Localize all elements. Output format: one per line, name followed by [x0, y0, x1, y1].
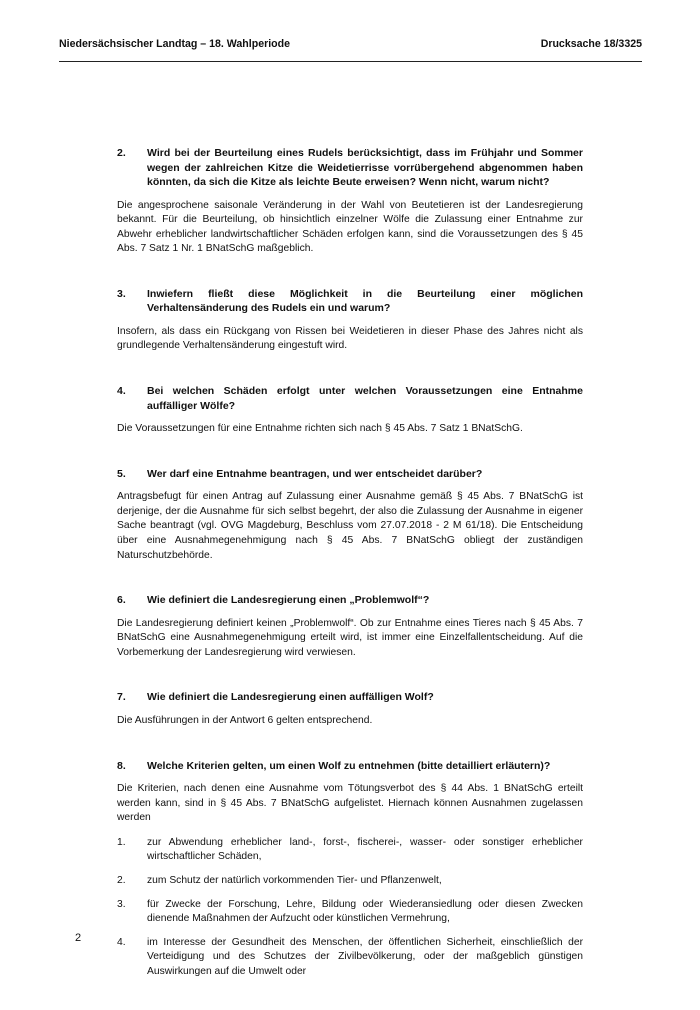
list-item: [117, 936, 583, 980]
answer-8: Die Kriterien, nach denen eine Ausnahme vom Tötungsverbot des § 44 Abs. 1 BNatSchG erteilt werden kann, sind in § 45 Abs. 7 BNatSchG aufgelistet. Hiernach können Ausnahmen zugelassen werden: [117, 783, 583, 824]
section-2: [117, 146, 583, 257]
question-text: Welche Kriterien gelten, um einen Wolf zu entnehmen (bitte detailliert erläutern)?: [147, 759, 551, 772]
question-text: Wie definiert die Landesregierung einen auffälligen Wolf?: [147, 691, 434, 704]
page-header: [59, 38, 642, 62]
answer-5: Antragsbefugt für einen Antrag auf Zulassung einer Ausnahme gemäß § 45 Abs. 7 BNatSchG ist derjenige, der die Ausnahme für sich selbst begehrt, der also die Zulassung der Ausnahme in eigener Sache beantragt (vgl. OVG Magdeburg, Beschluss vom 27.07.2018 - 2 M 61/18). Die Entscheidung über eine Ausnahmegenehmigung nach § 45 Abs. 7 BNatSchG obliegt der zuständigen Naturschutzbehörde.: [117, 491, 583, 561]
question-number: 3.: [117, 287, 126, 300]
question-text: Inwiefern fließt diese Möglichkeit in die Beurteilung einer möglichen Verhaltensänderung des Rudels ein und warum?: [147, 287, 583, 315]
section-6: [117, 593, 583, 660]
list-item: [117, 898, 583, 927]
question-number: 5.: [117, 467, 126, 480]
list-item-text: im Interesse der Gesundheit des Menschen, der öffentlichen Sicherheit, einschließlich der Verteidigung und des Schutzes der Zivilbevölkerung, oder der maßgeblich günstigen Auswirkungen auf die Umwelt oder: [147, 936, 583, 977]
question-text: Wird bei der Beurteilung eines Rudels berücksichtigt, dass im Frühjahr und Sommer wegen der zahlreichen Kitze die Weidetierrisse vorrübergehend abgenommen haben könnten, da sich die Kitze als leichte Beute erweisen? Wenn nicht, warum nicht?: [147, 147, 583, 188]
question-number: 2.: [117, 147, 126, 159]
list-item: [117, 874, 583, 889]
list-item-text: zur Abwendung erheblicher land-, forst-, fischerei-, wasser- oder sonstiger erheblicher wirtschaftlicher Schäden,: [147, 836, 583, 863]
question-8: [117, 759, 583, 774]
question-number: 4.: [117, 385, 126, 398]
list-item-number: 3.: [117, 898, 126, 910]
list-item-number: 1.: [117, 836, 126, 848]
list-item-text: für Zwecke der Forschung, Lehre, Bildung oder Wiederansiedlung oder diesen Zwecken dienende Maßnahmen der Aufzucht oder künstlichen Vermehrung,: [147, 898, 583, 925]
question-3: [117, 287, 583, 316]
answer-6: Die Landesregierung definiert keinen „Problemwolf“. Ob zur Entnahme eines Tieres nach § 45 Abs. 7 BNatSchG eine Ausnahmegenehmigung erteilt wird, ist immer eine Einzelfallentscheidung. Auf die Vorbemerkung der Landesregierung wird verwiesen.: [117, 617, 583, 658]
question-5: [117, 467, 583, 482]
question-7: [117, 690, 583, 705]
list-item-number: 2.: [117, 874, 126, 886]
list-item-number: 4.: [117, 936, 126, 948]
question-4: [117, 384, 583, 413]
header-title: Niedersächsischer Landtag – 18. Wahlperiode: [59, 38, 290, 50]
section-7: [117, 690, 583, 728]
question-text: Wer darf eine Entnahme beantragen, und wer entscheidet darüber?: [147, 467, 483, 480]
answer-3: Insofern, als dass ein Rückgang von Rissen bei Weidetieren in dieser Phase des Jahres nicht als grundlegende Verhaltensänderung eingestuft wird.: [117, 325, 583, 352]
section-4: [117, 384, 583, 437]
question-number: 7.: [117, 691, 126, 704]
question-number: 6.: [117, 594, 126, 607]
section-8: [117, 759, 583, 980]
answer-4: Die Voraussetzungen für eine Entnahme richten sich nach § 45 Abs. 7 Satz 1 BNatSchG.: [117, 423, 523, 435]
list-item: [117, 836, 583, 865]
question-text: Wie definiert die Landesregierung einen „Problemwolf“?: [147, 594, 430, 607]
section-5: [117, 467, 583, 563]
question-6: [117, 593, 583, 608]
page-number: 2: [75, 932, 82, 944]
question-2: [117, 146, 583, 190]
document-body: [117, 146, 583, 1010]
question-number: 8.: [117, 759, 126, 772]
document-number: Drucksache 18/3325: [540, 38, 642, 50]
question-text: Bei welchen Schäden erfolgt unter welchen Voraussetzungen eine Entnahme auffälliger Wölfe?: [147, 385, 583, 412]
section-3: [117, 287, 583, 354]
list-item-text: zum Schutz der natürlich vorkommenden Tier- und Pflanzenwelt,: [147, 874, 442, 886]
criteria-list: [117, 836, 583, 980]
answer-7: Die Ausführungen in der Antwort 6 gelten entsprechend.: [117, 714, 373, 726]
answer-2: Die angesprochene saisonale Veränderung in der Wahl von Beutetieren ist der Landesregierung bekannt. Für die Beurteilung, ob hinsichtlich einzelner Wölfe die Zulassung einer Entnahme zur Abwehr erheblicher landwirtschaftlicher Schäden erfolgen kann, sind die Voraussetzungen des § 45 Abs. 7 Satz 1 Nr. 1 BNatSchG maßgeblich.: [117, 199, 583, 255]
